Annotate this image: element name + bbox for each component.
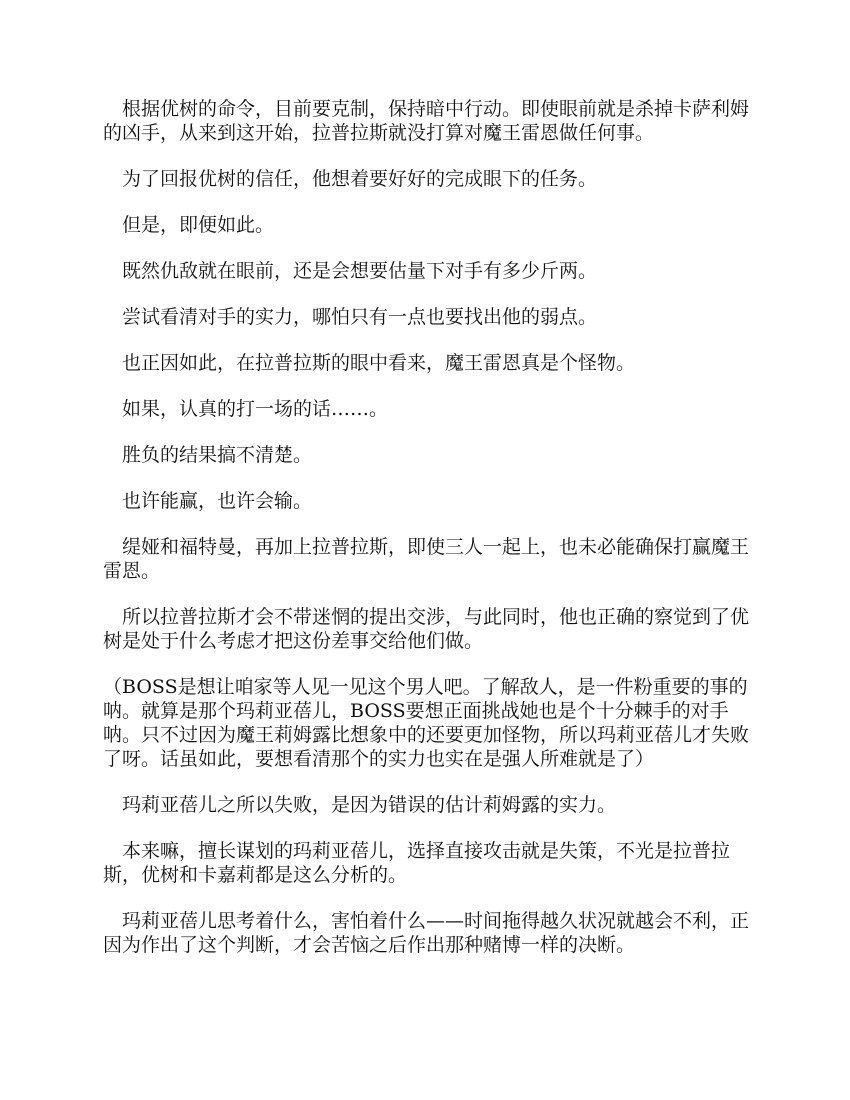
paragraph: 也正因如此，在拉普拉斯的眼中看来，魔王雷恩真是个怪物。	[122, 352, 636, 374]
inner-monologue-paragraph: （BOSS是想让咱家等人见一见这个男人吧。了解敌人，是一件粉重要的事的呐。就算是那个玛莉亚蓓儿，BOSS要想正面挑战她也是个十分棘手的对手呐。只不过因为魔王莉姆露比想象中的还要更加怪物，所以玛莉亚蓓儿才失败了呀。话虽如此，要想看清那个的实力也实在是强人所难就是了）	[103, 676, 750, 770]
paragraph: 如果，认真的打一场的话……。	[122, 398, 389, 420]
paragraph: 也许能赢，也许会输。	[122, 490, 313, 512]
paragraph: 胜负的结果搞不清楚。	[122, 444, 313, 466]
paragraph: 缇娅和福特曼，再加上拉普拉斯，即使三人一起上，也未必能确保打赢魔王雷恩。	[103, 536, 750, 582]
paragraph: 根据优树的命令，目前要克制，保持暗中行动。即使眼前就是杀掉卡萨利姆的凶手，从来到这开始，拉普拉斯就没打算对魔王雷恩做任何事。	[103, 98, 750, 144]
paragraph: 既然仇敌就在眼前，还是会想要估量下对手有多少斤两。	[122, 260, 598, 282]
paragraph: 所以拉普拉斯才会不带迷惘的提出交涉，与此同时，他也正确的察觉到了优树是处于什么考虑才把这份差事交给他们做。	[103, 606, 750, 652]
paragraph: 玛莉亚蓓儿思考着什么，害怕着什么——时间拖得越久状况就越会不利，正因为作出了这个判断，才会苦恼之后作出那种赌博一样的决断。	[103, 910, 750, 956]
paragraph: 本来嘛，擅长谋划的玛莉亚蓓儿，选择直接攻击就是失策，不光是拉普拉斯，优树和卡嘉莉都是这么分析的。	[103, 840, 731, 886]
paragraph: 为了回报优树的信任，他想着要好好的完成眼下的任务。	[122, 168, 598, 190]
paragraph: 但是，即便如此。	[122, 214, 275, 236]
text-body	[103, 97, 753, 979]
paragraph: 尝试看清对手的实力，哪怕只有一点也要找出他的弱点。	[122, 306, 598, 328]
paragraph: 玛莉亚蓓儿之所以失败，是因为错误的估计莉姆露的实力。	[122, 794, 617, 816]
